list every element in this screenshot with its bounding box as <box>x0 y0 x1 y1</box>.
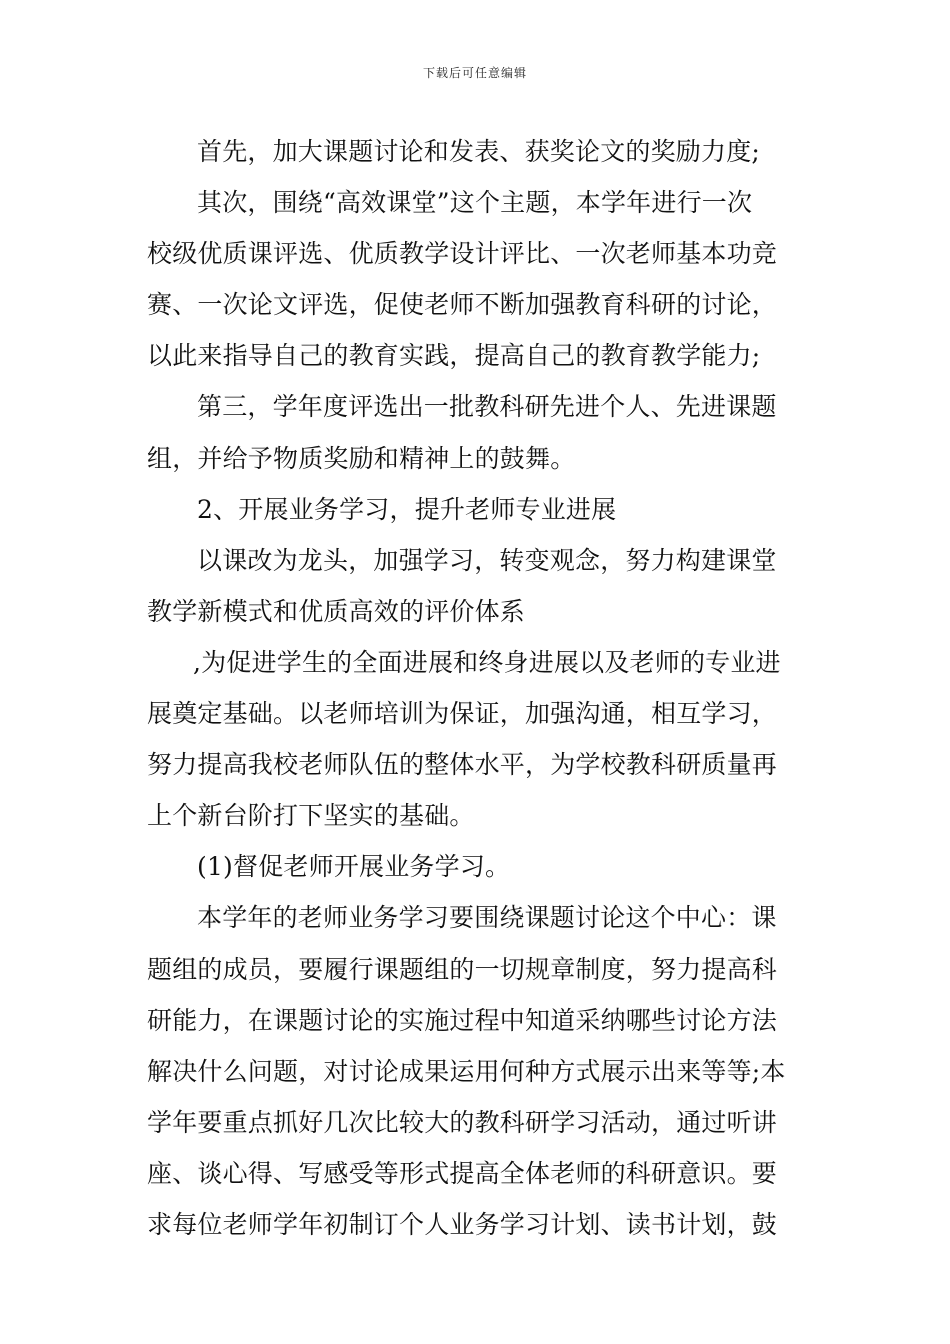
page-header: 下载后可任意编辑 <box>422 66 527 80</box>
paragraph-line: 研能力，在课题讨论的实施过程中知道采纳哪些讨论方法 <box>147 1005 778 1035</box>
paragraph-line: ,为促进学生的全面进展和终身进展以及老师的专业进 <box>193 647 781 677</box>
paragraph-line: 校级优质课评选、优质教学设计评比、一次老师基本功竞 <box>147 239 778 269</box>
paragraph-line: 努力提高我校老师队伍的整体水平，为学校教科研质量再 <box>147 750 778 780</box>
paragraph-line: 本学年的老师业务学习要围绕课题讨论这个中心：课 <box>197 903 777 933</box>
paragraph-line: 展奠定基础。以老师培训为保证，加强沟通，相互学习， <box>147 699 778 729</box>
document-body <box>147 126 807 1250</box>
paragraph-line: 组，并给予物质奖励和精神上的鼓舞。 <box>147 443 576 473</box>
subsection-heading: (1)督促老师开展业务学习。 <box>197 852 511 882</box>
paragraph-line: 赛、一次论文评选，促使老师不断加强教育科研的讨论， <box>147 290 778 320</box>
paragraph-line: 上个新台阶打下坚实的基础。 <box>147 801 475 831</box>
paragraph-line: 以课改为龙头，加强学习，转变观念，努力构建课堂 <box>197 545 777 575</box>
paragraph-line: 以此来指导自己的教育实践，提高自己的教育教学能力; <box>147 341 761 371</box>
paragraph-line: 首先，加大课题讨论和发表、获奖论文的奖励力度; <box>197 137 761 166</box>
paragraph-line: 解决什么问题，对讨论成果运用何种方式展示出来等等;本 <box>147 1056 786 1086</box>
paragraph-line: 第三，学年度评选出一批教科研先进个人、先进课题 <box>197 392 777 422</box>
paragraph-line: 题组的成员，要履行课题组的一切规章制度，努力提高科 <box>147 954 778 984</box>
paragraph-line: 教学新模式和优质高效的评价体系 <box>147 596 526 626</box>
paragraph-line: 学年要重点抓好几次比较大的教科研学习活动，通过听讲 <box>147 1107 778 1137</box>
section-heading: 2、开展业务学习，提升老师专业进展 <box>197 494 617 524</box>
paragraph-line: 求每位老师学年初制订个人业务学习计划、读书计划，鼓 <box>147 1209 778 1239</box>
paragraph-line: 其次，围绕“高效课堂”这个主题，本学年进行一次 <box>197 188 753 218</box>
paragraph-line: 座、谈心得、写感受等形式提高全体老师的科研意识。要 <box>147 1158 778 1188</box>
